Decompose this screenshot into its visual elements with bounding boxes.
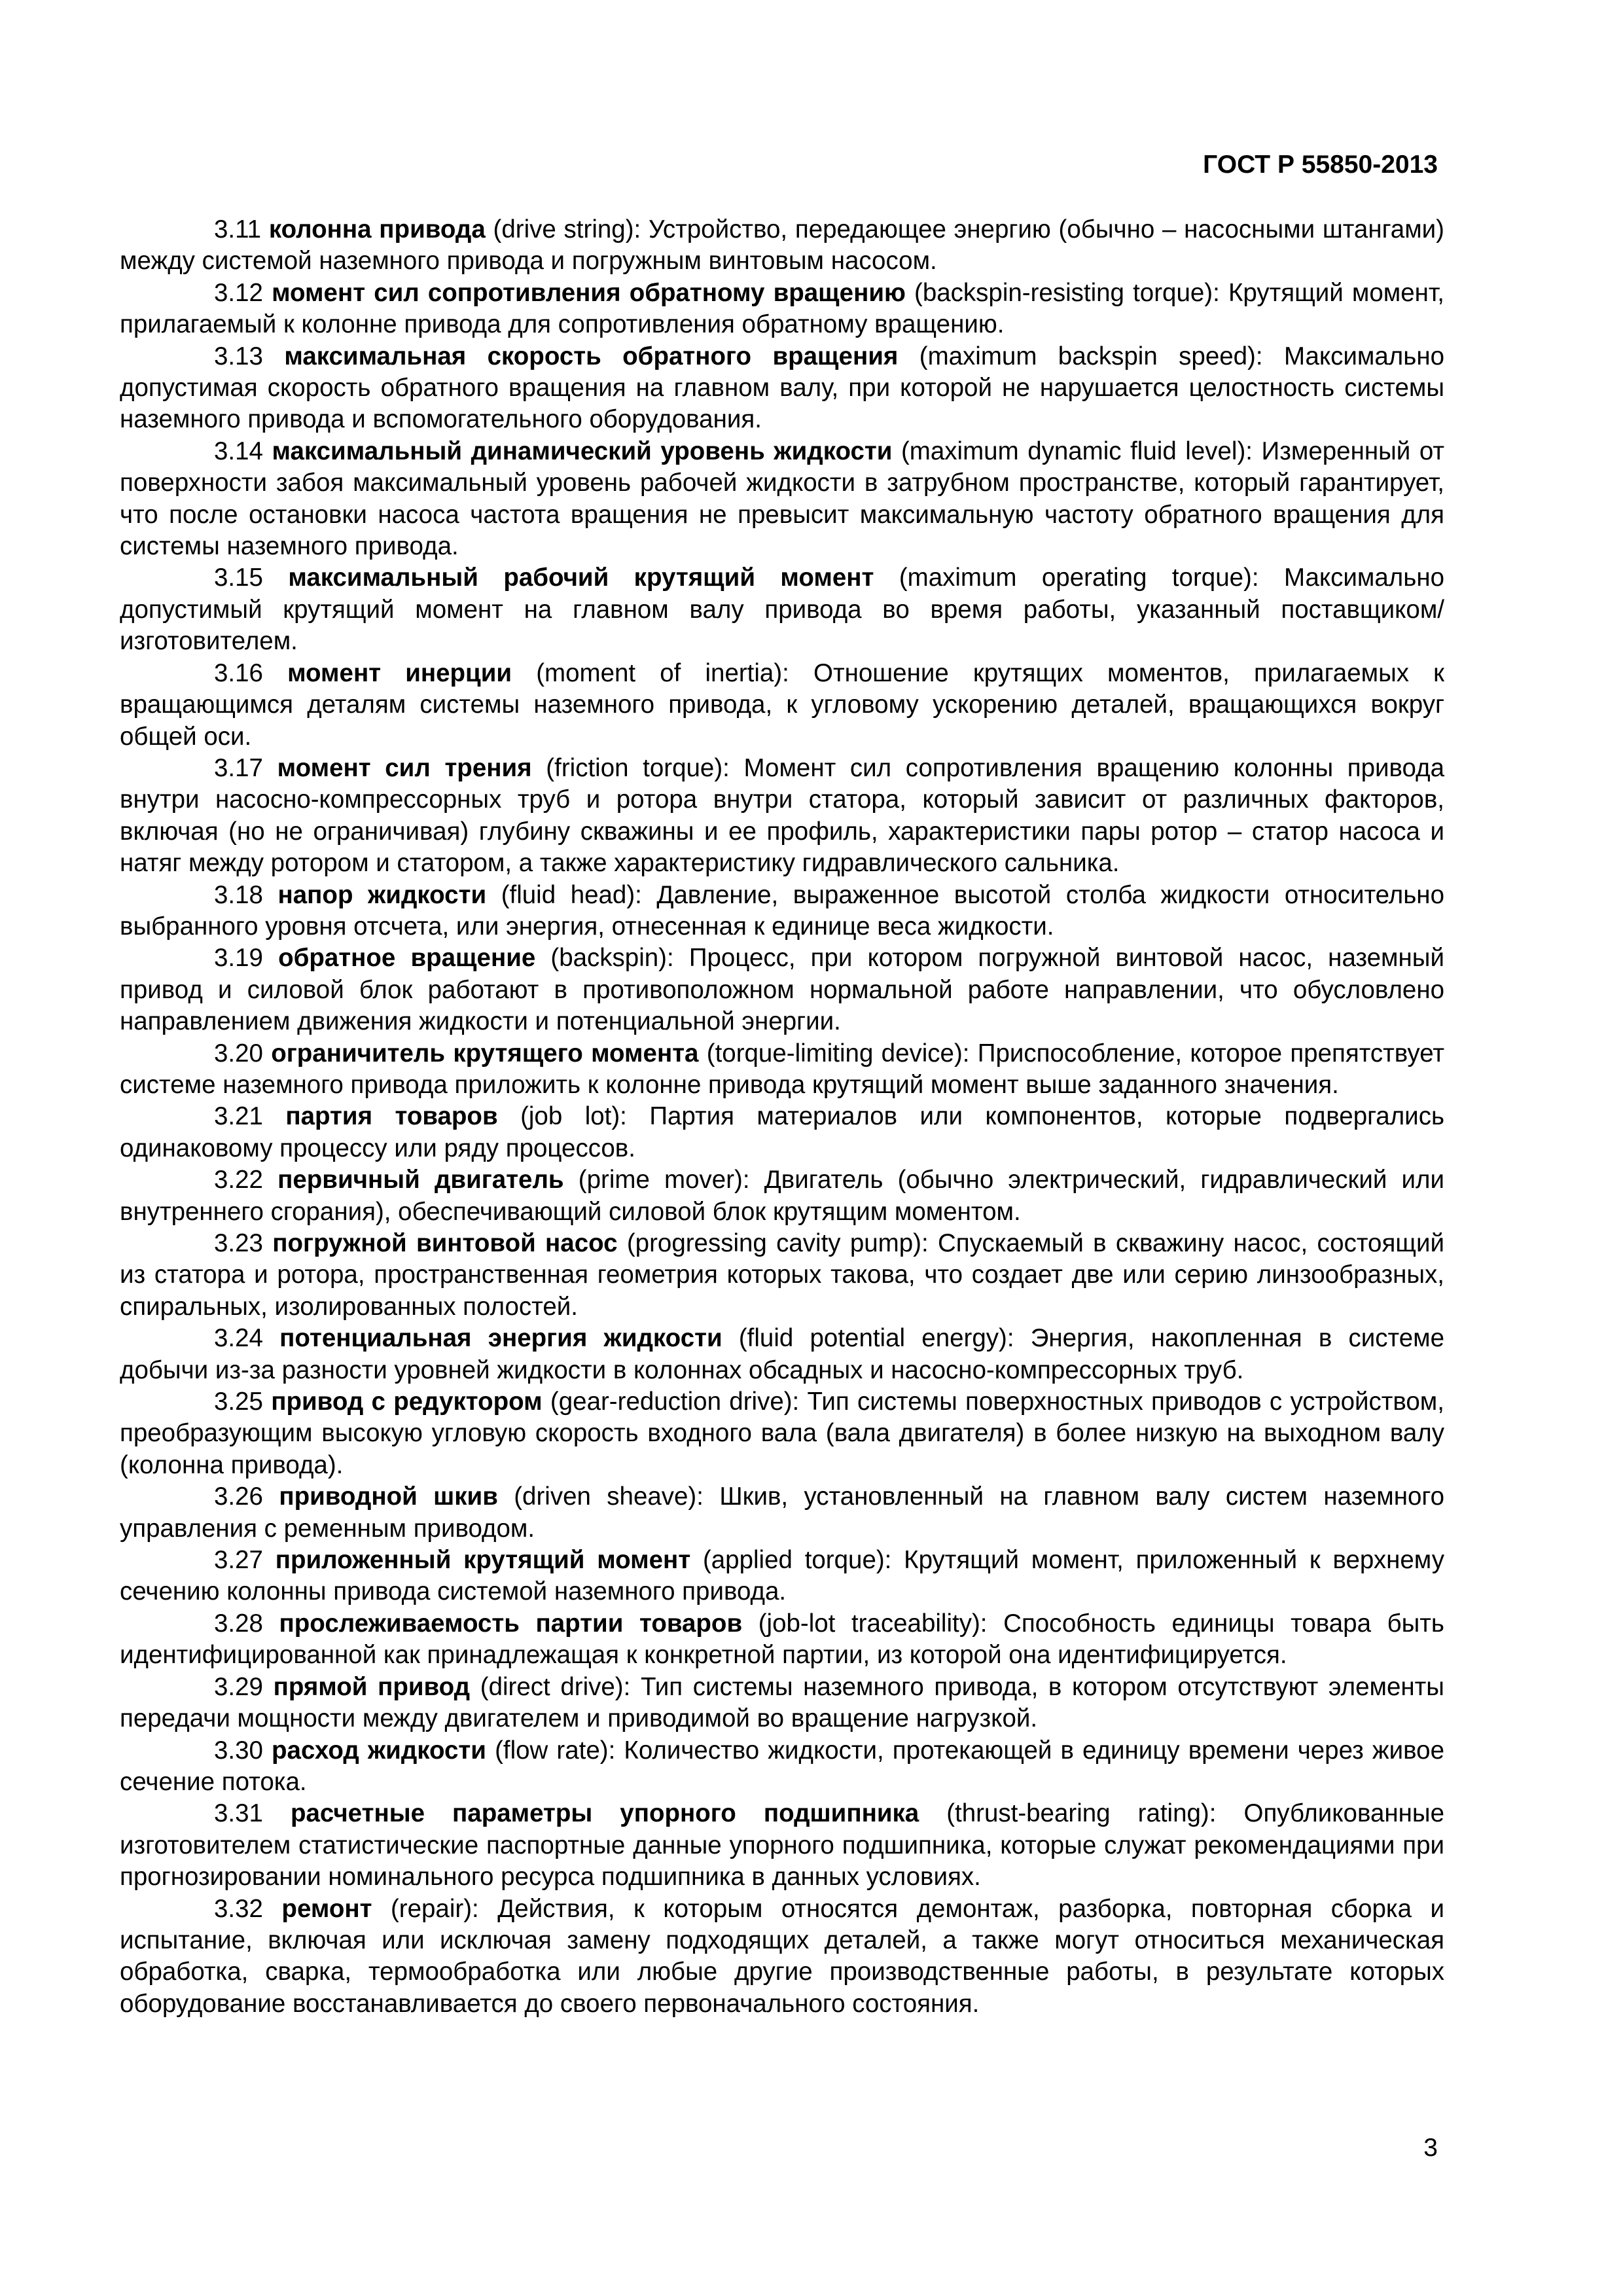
definition-entry: [120, 1545, 1444, 1608]
definition-entry: [120, 1038, 1444, 1102]
entry-english-term: (repair):: [390, 1894, 479, 1923]
definition-entry: [120, 1228, 1444, 1323]
entry-definition: Шкив, установленный на главном валу систем наземного управления с ременным приводом.: [120, 1482, 1444, 1543]
entry-definition: Приспособление, которое препятствует системе наземного привода приложить к колонне привода крутящий момент выше заданного значения.: [120, 1039, 1444, 1099]
entry-number: 3.19: [214, 944, 263, 973]
entry-english-term: (gear-reduction drive):: [550, 1388, 800, 1416]
entry-definition: Процесс, при котором погружной винтовой насос, наземный привод и силовой блок работают в противоположном нормальной работе направлении, что обусловлено направлением движения жидкости и потенциальной энергии.: [120, 944, 1444, 1036]
entry-definition: Измеренный от поверхности забоя максимальный уровень рабочей жидкости в затрубном пространстве, который гарантирует, что после остановки насоса частота вращения не превысит максимальную частоту обратного вращения для системы наземного привода.: [120, 437, 1445, 561]
definition-entry: [120, 880, 1444, 943]
entry-term: расход жидкости: [272, 1736, 486, 1765]
entry-definition: Количество жидкости, протекающей в единицу времени через живое сечение потока.: [120, 1736, 1445, 1796]
entry-number: 3.26: [214, 1482, 263, 1511]
entry-term: прослеживаемость партии товаров: [279, 1609, 743, 1638]
entry-number: 3.28: [214, 1609, 263, 1638]
entry-number: 3.17: [214, 753, 263, 782]
entry-definition: Крутящий момент, приложенный к верхнему сечению колонны привода системой наземного привода.: [120, 1546, 1444, 1606]
entry-number: 3.20: [214, 1039, 263, 1067]
entry-number: 3.21: [214, 1102, 263, 1131]
definitions-list: [120, 214, 1444, 2020]
definition-entry: [120, 341, 1444, 436]
entry-term: прямой привод: [273, 1672, 471, 1701]
entry-english-term: (backspin):: [550, 944, 674, 973]
entry-english-term: (job-lot traceability):: [758, 1609, 988, 1638]
entry-term: расчетные параметры упорного подшипника: [290, 1799, 919, 1828]
entry-definition: Максимально допустимая скорость обратного вращения на главном валу, при которой не нарушается целостность системы наземного привода и вспомогательного оборудования.: [120, 342, 1445, 434]
entry-english-term: (maximum dynamic fluid level):: [901, 437, 1253, 465]
entry-number: 3.29: [214, 1672, 263, 1701]
definition-entry: [120, 942, 1444, 1037]
entry-term: приводной шкив: [279, 1482, 498, 1511]
entry-term: ограничитель крутящего момента: [271, 1039, 699, 1067]
entry-term: привод с редуктором: [271, 1388, 543, 1416]
entry-term: момент инерции: [287, 658, 512, 687]
entry-term: момент сил трения: [277, 753, 532, 782]
entry-number: 3.23: [214, 1229, 263, 1257]
entry-english-term: (maximum operating torque):: [899, 564, 1259, 592]
definition-entry: [120, 1608, 1444, 1672]
definition-entry: [120, 1323, 1444, 1386]
entry-definition: Действия, к которым относятся демонтаж, разборка, повторная сборка и испытание, включая или исключая замену подходящих деталей, а также могут относиться механическая обработка, сварка, термообработка или любые другие производственные работы, в результате которых оборудование восстанавливается до своего первоначального состояния.: [120, 1894, 1445, 2018]
entry-english-term: (fluid head):: [501, 880, 642, 909]
entry-term: момент сил сопротивления обратному вращению: [272, 278, 906, 307]
definition-entry: [120, 1164, 1444, 1228]
definition-entry: [120, 1893, 1444, 2020]
definition-entry: [120, 1386, 1444, 1481]
entry-definition: Спускаемый в скважину насос, состоящий из статора и ротора, пространственная геометрия которых такова, что создает две или серию линзообразных, спиральных, изолированных полостей.: [120, 1229, 1444, 1321]
entry-english-term: (friction torque):: [546, 753, 730, 782]
definition-entry: [120, 562, 1444, 657]
entry-definition: Давление, выраженное высотой столба жидкости относительно выбранного уровня отсчета, или энергия, отнесенная к единице веса жидкости.: [120, 880, 1444, 941]
entry-term: напор жидкости: [277, 880, 487, 909]
entry-number: 3.13: [214, 342, 263, 370]
definition-entry: [120, 658, 1444, 753]
entry-number: 3.25: [214, 1388, 263, 1416]
definition-entry: [120, 278, 1444, 341]
entry-english-term: (backspin-resisting torque):: [914, 278, 1220, 307]
definition-entry: [120, 1798, 1444, 1893]
entry-definition: Тип системы наземного привода, в котором отсутствуют элементы передачи мощности между двигателем и приводимой во вращение нагрузкой.: [120, 1672, 1444, 1733]
entry-english-term: (drive string):: [493, 215, 641, 243]
entry-number: 3.32: [214, 1894, 263, 1923]
entry-english-term: (maximum backspin speed):: [919, 342, 1263, 370]
entry-english-term: (torque-limiting device):: [706, 1039, 970, 1067]
definition-entry: [120, 753, 1444, 880]
entry-english-term: (thrust-bearing rating):: [946, 1799, 1217, 1828]
entry-english-term: (progressing cavity pump):: [626, 1229, 929, 1257]
entry-definition: Опубликованные изготовителем статистические паспортные данные упорного подшипника, которые служат рекомендациями при прогнозировании номинального ресурса подшипника в данных условиях.: [120, 1799, 1444, 1892]
entry-number: 3.12: [214, 278, 263, 307]
entry-term: потенциальная энергия жидкости: [279, 1324, 722, 1353]
entry-term: максимальный рабочий крутящий момент: [288, 564, 874, 592]
definition-entry: [120, 1735, 1444, 1799]
entry-term: приложенный крутящий момент: [275, 1546, 691, 1575]
entry-number: 3.11: [214, 215, 262, 243]
entry-definition: Момент сил сопротивления вращению колонны привода внутри насосно-компрессорных труб и ротора внутри статора, который зависит от различных факторов, включая (но не ограничивая) глубину скважины и ее профиль, характеристики пары ротор – статор насоса и натяг между ротором и статором, а также характеристику гидравлического сальника.: [120, 753, 1445, 878]
entry-definition: Максимально допустимый крутящий момент на главном валу привода во время работы, указанный поставщиком/изготовителем.: [120, 564, 1444, 656]
entry-term: обратное вращение: [278, 944, 536, 973]
definition-entry: [120, 436, 1444, 563]
document-code: ГОСТ Р 55850-2013: [1203, 151, 1438, 179]
entry-english-term: (driven sheave):: [514, 1482, 704, 1511]
entry-number: 3.16: [214, 658, 263, 687]
entry-definition: Двигатель (обычно электрический, гидравлический или внутреннего сгорания), обеспечивающий силовой блок крутящим моментом.: [120, 1166, 1444, 1226]
entry-number: 3.14: [214, 437, 263, 465]
entry-term: ремонт: [281, 1894, 372, 1923]
entry-definition: Устройство, передающее энергию (обычно – насосными штангами) между системой наземного привода и погружным винтовым насосом.: [120, 215, 1445, 276]
entry-english-term: (flow rate):: [495, 1736, 616, 1765]
entry-term: погружной винтовой насос: [272, 1229, 618, 1257]
entry-term: максимальный динамический уровень жидкости: [272, 437, 893, 465]
entry-definition: Партия материалов или компонентов, которые подвергались одинаковому процессу или ряду процессов.: [120, 1102, 1445, 1162]
entry-number: 3.18: [214, 880, 263, 909]
entry-number: 3.31: [214, 1799, 263, 1828]
entry-english-term: (moment of inertia):: [536, 658, 789, 687]
entry-number: 3.24: [214, 1324, 263, 1353]
page-number: 3: [1423, 2134, 1438, 2162]
entry-definition: Способность единицы товара быть идентифицированной как принадлежащая к конкретной партии, из которой она идентифицируется.: [120, 1609, 1444, 1670]
entry-definition: Энергия, накопленная в системе добычи из-за разности уровней жидкости в колоннах обсадных и насосно-компрессорных труб.: [120, 1324, 1445, 1384]
entry-english-term: (fluid potential energy):: [738, 1324, 1014, 1353]
entry-term: первичный двигатель: [277, 1166, 564, 1194]
entry-english-term: (job lot):: [520, 1102, 627, 1131]
entry-definition: Отношение крутящих моментов, прилагаемых к вращающимся деталям системы наземного привода, к угловому ускорению деталей, вращающихся вокруг общей оси.: [120, 658, 1444, 751]
entry-number: 3.30: [214, 1736, 263, 1765]
entry-number: 3.27: [214, 1546, 263, 1575]
definition-entry: [120, 214, 1444, 278]
entry-english-term: (prime mover):: [578, 1166, 750, 1194]
entry-english-term: (direct drive):: [480, 1672, 631, 1701]
definition-entry: [120, 1481, 1444, 1545]
definition-entry: [120, 1101, 1444, 1164]
entry-definition: Крутящий момент, прилагаемый к колонне привода для сопротивления обратному вращению.: [120, 278, 1444, 339]
entry-number: 3.22: [214, 1166, 263, 1194]
entry-number: 3.15: [214, 564, 263, 592]
entry-definition: Тип системы поверхностных приводов с устройством, преобразующим высокую угловую скорость входного вала (вала двигателя) в более низкую на выходном валу (колонна привода).: [120, 1388, 1444, 1479]
definition-entry: [120, 1672, 1444, 1735]
entry-term: колонна привода: [268, 215, 486, 243]
entry-term: партия товаров: [285, 1102, 498, 1131]
entry-term: максимальная скорость обратного вращения: [284, 342, 899, 370]
entry-english-term: (applied torque):: [702, 1546, 892, 1575]
